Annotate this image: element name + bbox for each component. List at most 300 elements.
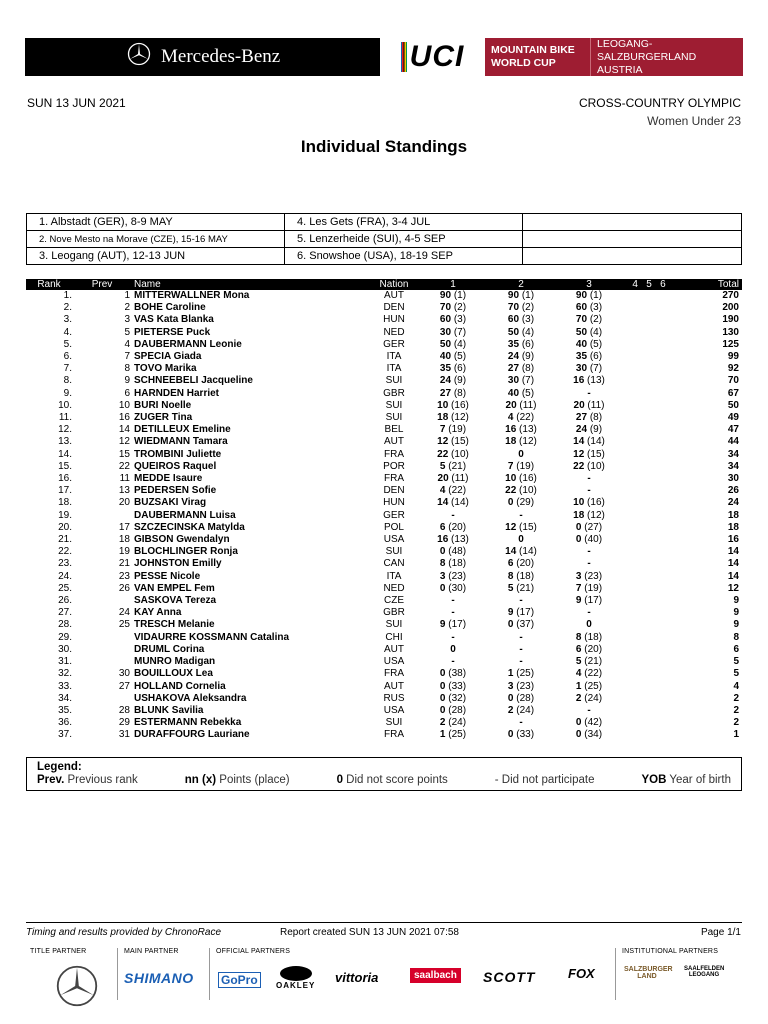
round-2-cell bbox=[487, 388, 555, 400]
rider-name-cell: WIEDMANN Tamara bbox=[134, 436, 228, 448]
round-points: 0 bbox=[450, 643, 456, 655]
prev-rank-cell: 20 bbox=[118, 497, 130, 509]
round-place: (23) bbox=[516, 680, 535, 692]
rider-name-cell: PESSE Nicole bbox=[134, 570, 201, 582]
round-place: (24) bbox=[448, 717, 467, 729]
rider-name-cell: TROMBINI Juliette bbox=[134, 448, 222, 460]
nation-cell: GER bbox=[383, 509, 405, 521]
legend-zero-key: 0 bbox=[336, 774, 343, 786]
round-points: 2 bbox=[507, 704, 514, 716]
round-points: 5 bbox=[439, 460, 446, 472]
round-place: (7) bbox=[521, 375, 535, 387]
round-1-cell bbox=[419, 497, 487, 509]
table-row bbox=[26, 571, 742, 583]
round-points: 50 bbox=[439, 338, 452, 350]
round-4-6-cell bbox=[623, 485, 675, 497]
total-cell: 12 bbox=[727, 582, 739, 594]
rider-name-cell: VAN EMPEL Fem bbox=[134, 582, 215, 594]
prev-rank-cell: 29 bbox=[118, 717, 130, 729]
round-place: (20) bbox=[584, 643, 603, 655]
round-points: 12 bbox=[437, 436, 449, 448]
rank-cell: 15. bbox=[58, 460, 72, 472]
official-partners-label: OFFICIAL PARTNERS bbox=[216, 948, 291, 955]
round-place: (23) bbox=[584, 570, 603, 582]
round-1-cell bbox=[419, 546, 487, 558]
uci-logo bbox=[380, 38, 485, 76]
round-2-cell bbox=[487, 534, 555, 546]
rider-name-cell: BLUNK Savilia bbox=[134, 704, 204, 716]
col-round-4: 4 bbox=[632, 279, 638, 290]
round-4-6-cell bbox=[623, 705, 675, 717]
uci-text: UCI bbox=[409, 40, 465, 73]
table-row bbox=[26, 314, 742, 326]
footer-divider bbox=[26, 922, 742, 923]
table-row bbox=[26, 290, 742, 302]
round-points: 12 bbox=[573, 448, 585, 460]
total-cell: 200 bbox=[722, 302, 739, 314]
round-points: 60 bbox=[439, 314, 452, 326]
table-row bbox=[26, 461, 742, 473]
round-3-cell bbox=[555, 571, 623, 583]
round-points: 7 bbox=[439, 424, 446, 436]
prev-rank-cell: 25 bbox=[118, 619, 130, 631]
round-points: 4 bbox=[575, 668, 582, 680]
round-place: (25) bbox=[516, 668, 535, 680]
round-place: (16) bbox=[519, 473, 537, 485]
rank-cell: 14. bbox=[58, 448, 72, 460]
table-row bbox=[26, 412, 742, 424]
table-row bbox=[26, 485, 742, 497]
discipline: CROSS-COUNTRY OLYMPIC bbox=[578, 96, 741, 110]
nation-cell: AUT bbox=[384, 436, 404, 448]
round-place: (11) bbox=[587, 399, 605, 411]
round-points: 8 bbox=[575, 631, 582, 643]
round-place: (40) bbox=[584, 534, 603, 546]
total-cell: 9 bbox=[733, 619, 739, 631]
table-row bbox=[26, 302, 742, 314]
rank-cell: 10. bbox=[58, 399, 72, 411]
nation-cell: SUI bbox=[385, 619, 403, 631]
prev-rank-cell: 26 bbox=[118, 582, 130, 594]
round-3-cell bbox=[555, 375, 623, 387]
round-4-6-cell bbox=[623, 449, 675, 461]
nation-cell: AUT bbox=[384, 680, 404, 692]
mercedes-logo-icon bbox=[55, 964, 99, 1013]
round-points: 22 bbox=[573, 460, 585, 472]
round-4-6-cell bbox=[623, 522, 675, 534]
col-rank: Rank bbox=[26, 279, 74, 290]
institutional-partners-label: INSTITUTIONAL PARTNERS bbox=[622, 948, 719, 955]
oakley-text: OAKLEY bbox=[276, 981, 316, 990]
round-1-cell bbox=[419, 412, 487, 424]
round-1-cell bbox=[419, 510, 487, 522]
rider-name-cell: MITTERWALLNER Mona bbox=[134, 290, 250, 301]
round-2-cell bbox=[487, 412, 555, 424]
total-cell: 9 bbox=[733, 607, 739, 619]
round-points: 9 bbox=[575, 595, 582, 607]
total-cell: 4 bbox=[733, 680, 739, 692]
rounds-row bbox=[27, 214, 742, 231]
saalfelden-leogang-logo: SAALFELDEN LEOGANG bbox=[684, 966, 725, 978]
round-3-cell bbox=[555, 607, 623, 619]
round-2-cell bbox=[487, 693, 555, 705]
rank-cell: 9. bbox=[63, 387, 72, 399]
round-2-cell bbox=[487, 668, 555, 680]
nation-cell: USA bbox=[383, 656, 405, 668]
round-points: 2 bbox=[439, 717, 446, 729]
rank-cell: 12. bbox=[58, 424, 72, 436]
round-place: (17) bbox=[584, 595, 603, 607]
round-4-6-cell bbox=[623, 693, 675, 705]
prev-rank-cell: 11 bbox=[119, 473, 130, 485]
round-place: (28) bbox=[448, 704, 467, 716]
nation-cell: SUI bbox=[385, 375, 403, 387]
table-row bbox=[26, 449, 742, 461]
round-place: (29) bbox=[516, 497, 535, 509]
table-row bbox=[26, 388, 742, 400]
round-points: 30 bbox=[507, 375, 520, 387]
total-cell: 34 bbox=[727, 448, 739, 460]
round-points: 4 bbox=[507, 412, 514, 424]
prev-rank-cell: 28 bbox=[118, 704, 130, 716]
round-3-cell bbox=[555, 644, 623, 656]
nation-cell: NED bbox=[383, 326, 405, 338]
round-points: 1 bbox=[507, 668, 514, 680]
round-4-6-cell bbox=[623, 619, 675, 631]
rounds-table bbox=[26, 213, 742, 265]
round-cell: 1. Albstadt (GER), 8-9 MAY bbox=[27, 214, 285, 231]
round-points: 6 bbox=[507, 558, 514, 570]
rider-name-cell: HOLLAND Cornelia bbox=[134, 680, 226, 692]
prev-rank-cell: 19 bbox=[118, 546, 130, 558]
legend-points-key: nn (x) bbox=[184, 774, 217, 786]
round-place: (7) bbox=[453, 326, 467, 338]
round-place: (13) bbox=[519, 424, 537, 436]
table-row bbox=[26, 436, 742, 448]
round-place: (2) bbox=[453, 302, 467, 314]
rank-cell: 30. bbox=[58, 643, 72, 655]
round-4-6-cell bbox=[623, 290, 675, 302]
prev-rank-cell: 3 bbox=[124, 314, 130, 326]
round-place: (2) bbox=[521, 302, 535, 314]
round-points: 18 bbox=[573, 509, 585, 521]
rank-cell: 23. bbox=[58, 558, 72, 570]
rider-name-cell: MEDDE Isaure bbox=[134, 473, 203, 485]
round-3-cell bbox=[555, 449, 623, 461]
round-3-cell bbox=[555, 510, 623, 522]
rank-cell: 13. bbox=[58, 436, 72, 448]
table-row bbox=[26, 644, 742, 656]
round-place: (15) bbox=[451, 436, 469, 448]
round-2-cell bbox=[487, 558, 555, 570]
prev-rank-cell bbox=[74, 510, 134, 522]
table-row bbox=[26, 558, 742, 570]
rank-cell: 16. bbox=[58, 473, 72, 485]
round-points: 0 bbox=[439, 668, 446, 680]
round-points: - bbox=[519, 717, 523, 729]
round-3-cell bbox=[555, 595, 623, 607]
total-cell: 2 bbox=[733, 704, 739, 716]
round-place: (18) bbox=[584, 631, 603, 643]
total-cell: 16 bbox=[727, 534, 739, 546]
round-1-cell bbox=[419, 400, 487, 412]
prev-rank-cell: 5 bbox=[124, 326, 130, 338]
round-points: 9 bbox=[439, 619, 446, 631]
round-points: 8 bbox=[507, 570, 514, 582]
round-points: - bbox=[587, 558, 591, 570]
round-place: (9) bbox=[453, 375, 467, 387]
nation-cell: USA bbox=[383, 534, 405, 546]
round-points: 0 bbox=[439, 582, 446, 594]
round-3-cell bbox=[555, 327, 623, 339]
round-place: (3) bbox=[453, 314, 467, 326]
round-1-cell bbox=[419, 449, 487, 461]
round-4-6-cell bbox=[623, 400, 675, 412]
round-place: (42) bbox=[584, 717, 603, 729]
table-row bbox=[26, 534, 742, 546]
total-cell: 5 bbox=[733, 668, 739, 680]
round-points: 10 bbox=[505, 473, 517, 485]
col-round-6: 6 bbox=[660, 279, 666, 290]
round-1-cell bbox=[419, 314, 487, 326]
round-1-cell bbox=[419, 717, 487, 729]
nation-cell: CAN bbox=[383, 558, 405, 570]
prev-rank-cell: 8 bbox=[124, 363, 130, 375]
standings-table bbox=[26, 279, 742, 742]
round-2-cell bbox=[487, 632, 555, 644]
col-round-5: 5 bbox=[646, 279, 652, 290]
round-3-cell bbox=[555, 388, 623, 400]
round-3-cell bbox=[555, 619, 623, 631]
nation-cell: DEN bbox=[383, 302, 405, 314]
rank-cell: 31. bbox=[58, 656, 72, 668]
round-points: - bbox=[587, 485, 591, 497]
round-4-6-cell bbox=[623, 558, 675, 570]
round-points: 8 bbox=[439, 558, 446, 570]
round-place: (14) bbox=[519, 546, 537, 558]
rank-cell: 3. bbox=[63, 314, 72, 326]
nation-cell: BEL bbox=[384, 424, 404, 436]
round-points: 40 bbox=[507, 387, 520, 399]
round-points: 0 bbox=[439, 546, 446, 558]
table-row bbox=[26, 583, 742, 595]
round-3-cell bbox=[555, 302, 623, 314]
fox-logo: FOX bbox=[568, 966, 595, 981]
series-line-2: WORLD CUP bbox=[491, 57, 556, 69]
prev-rank-cell: 17 bbox=[118, 521, 130, 533]
round-points: 20 bbox=[573, 399, 585, 411]
table-row bbox=[26, 351, 742, 363]
round-2-cell bbox=[487, 546, 555, 558]
round-place: (5) bbox=[521, 387, 535, 399]
round-3-cell bbox=[555, 339, 623, 351]
round-1-cell bbox=[419, 583, 487, 595]
round-4-6-cell bbox=[623, 681, 675, 693]
round-place: (6) bbox=[453, 363, 467, 375]
round-place: (14) bbox=[451, 497, 469, 509]
header-banner bbox=[25, 38, 743, 76]
round-place: (24) bbox=[516, 704, 535, 716]
prev-rank-cell: 1 bbox=[124, 290, 130, 301]
round-2-cell bbox=[487, 436, 555, 448]
rank-cell: 19. bbox=[58, 509, 72, 521]
total-cell: 2 bbox=[733, 692, 739, 704]
round-cell: 2. Nove Mesto na Morave (CZE), 15-16 MAY bbox=[27, 231, 285, 248]
nation-cell: ITA bbox=[386, 363, 402, 375]
round-place: (9) bbox=[521, 351, 535, 363]
round-points: 18 bbox=[437, 412, 449, 424]
series-line-1: MOUNTAIN BIKE bbox=[491, 44, 575, 56]
nation-cell: ITA bbox=[386, 351, 402, 363]
rider-name-cell: SPECIA Giada bbox=[134, 351, 202, 363]
rank-cell: 25. bbox=[58, 582, 72, 594]
table-row bbox=[26, 595, 742, 607]
round-place: (21) bbox=[516, 582, 535, 594]
round-2-cell bbox=[487, 729, 555, 741]
table-row bbox=[26, 705, 742, 717]
round-1-cell bbox=[419, 363, 487, 375]
round-2-cell bbox=[487, 290, 555, 302]
rider-name-cell: TRESCH Melanie bbox=[134, 619, 215, 631]
round-4-6-cell bbox=[623, 461, 675, 473]
round-1-cell bbox=[419, 473, 487, 485]
rider-name-cell: ESTERMANN Rebekka bbox=[134, 717, 242, 729]
round-place: (23) bbox=[448, 570, 467, 582]
col-name: Name bbox=[134, 279, 369, 290]
discipline-block bbox=[579, 96, 741, 128]
round-1-cell bbox=[419, 375, 487, 387]
round-2-cell bbox=[487, 449, 555, 461]
round-place: (34) bbox=[584, 729, 603, 741]
round-place: (8) bbox=[453, 387, 467, 399]
total-cell: 130 bbox=[722, 326, 739, 338]
round-place: (11) bbox=[519, 399, 537, 411]
round-cell: 6. Snowshoe (USA), 18-19 SEP bbox=[285, 248, 523, 265]
prev-rank-cell bbox=[74, 632, 134, 644]
nation-cell: HUN bbox=[383, 497, 405, 509]
round-1-cell bbox=[419, 681, 487, 693]
rank-cell: 6. bbox=[63, 351, 72, 363]
round-place: (33) bbox=[516, 729, 535, 741]
round-place: (32) bbox=[448, 692, 467, 704]
round-3-cell bbox=[555, 412, 623, 424]
round-points: 24 bbox=[507, 351, 520, 363]
round-points: 0 bbox=[507, 619, 514, 631]
round-3-cell bbox=[555, 400, 623, 412]
rank-cell: 5. bbox=[63, 338, 72, 350]
rider-name-cell: DAUBERMANN Luisa bbox=[134, 509, 236, 521]
round-place: (24) bbox=[584, 692, 603, 704]
title-sponsor-block bbox=[25, 38, 380, 76]
total-cell: 18 bbox=[727, 521, 739, 533]
round-place: (15) bbox=[519, 521, 537, 533]
round-points: 0 bbox=[575, 534, 582, 546]
rank-cell: 17. bbox=[58, 485, 72, 497]
legend-yob bbox=[641, 774, 731, 786]
total-cell: 26 bbox=[727, 485, 739, 497]
round-points: 14 bbox=[505, 546, 517, 558]
rider-name-cell: BURI Noelle bbox=[134, 399, 192, 411]
legend bbox=[26, 757, 742, 791]
round-place: (30) bbox=[448, 582, 467, 594]
round-place: (22) bbox=[516, 412, 535, 424]
partner-divider bbox=[615, 948, 616, 1000]
round-3-cell bbox=[555, 681, 623, 693]
round-points: 7 bbox=[575, 582, 582, 594]
round-2-cell bbox=[487, 327, 555, 339]
round-points: 7 bbox=[507, 460, 514, 472]
round-1-cell bbox=[419, 485, 487, 497]
round-place: (5) bbox=[589, 338, 603, 350]
round-4-6-cell bbox=[623, 351, 675, 363]
round-points: 50 bbox=[507, 326, 520, 338]
partner-divider bbox=[209, 948, 210, 1000]
salzburgerland-logo: SALZBURGER LAND bbox=[624, 966, 673, 980]
round-3-cell bbox=[555, 558, 623, 570]
round-1-cell bbox=[419, 729, 487, 741]
round-place: (12) bbox=[451, 412, 469, 424]
nation-cell: USA bbox=[383, 704, 405, 716]
round-points: - bbox=[587, 607, 591, 619]
round-place: (4) bbox=[521, 326, 535, 338]
round-3-cell bbox=[555, 583, 623, 595]
table-row bbox=[26, 729, 742, 741]
col-nation: Nation bbox=[369, 279, 419, 290]
round-4-6-cell bbox=[623, 339, 675, 351]
nation-cell: SUI bbox=[385, 546, 403, 558]
rank-cell: 32. bbox=[58, 668, 72, 680]
round-1-cell bbox=[419, 436, 487, 448]
legend-points-desc: Points (place) bbox=[219, 774, 290, 786]
round-4-6-cell bbox=[623, 534, 675, 546]
legend-points bbox=[185, 774, 290, 786]
round-points: 40 bbox=[575, 338, 588, 350]
round-points: - bbox=[451, 509, 455, 521]
nation-cell: SUI bbox=[385, 717, 403, 729]
round-place: (16) bbox=[587, 497, 605, 509]
nation-cell: GBR bbox=[383, 607, 405, 619]
round-points: 18 bbox=[505, 436, 517, 448]
round-points: 20 bbox=[437, 473, 449, 485]
round-points: 90 bbox=[507, 290, 520, 301]
round-points: - bbox=[587, 704, 591, 716]
round-2-cell bbox=[487, 400, 555, 412]
rider-name-cell: KAY Anna bbox=[134, 607, 182, 619]
round-3-cell bbox=[555, 693, 623, 705]
round-cell bbox=[523, 214, 742, 231]
round-4-6-cell bbox=[623, 668, 675, 680]
prev-rank-cell: 18 bbox=[118, 534, 130, 546]
round-1-cell bbox=[419, 351, 487, 363]
round-3-cell bbox=[555, 497, 623, 509]
total-cell: 190 bbox=[722, 314, 739, 326]
table-row bbox=[26, 656, 742, 668]
legend-zero bbox=[337, 774, 448, 786]
round-points: - bbox=[519, 631, 523, 643]
vittoria-logo: vittoria bbox=[335, 970, 379, 985]
round-points: - bbox=[587, 387, 591, 399]
rank-cell: 21. bbox=[58, 534, 72, 546]
round-points: 60 bbox=[575, 302, 588, 314]
round-points: - bbox=[587, 473, 591, 485]
round-4-6-cell bbox=[623, 717, 675, 729]
round-2-cell bbox=[487, 510, 555, 522]
table-row bbox=[26, 497, 742, 509]
standings-body bbox=[26, 290, 742, 742]
rider-name-cell: DETILLEUX Emeline bbox=[134, 424, 231, 436]
round-1-cell bbox=[419, 693, 487, 705]
round-points: - bbox=[519, 509, 523, 521]
